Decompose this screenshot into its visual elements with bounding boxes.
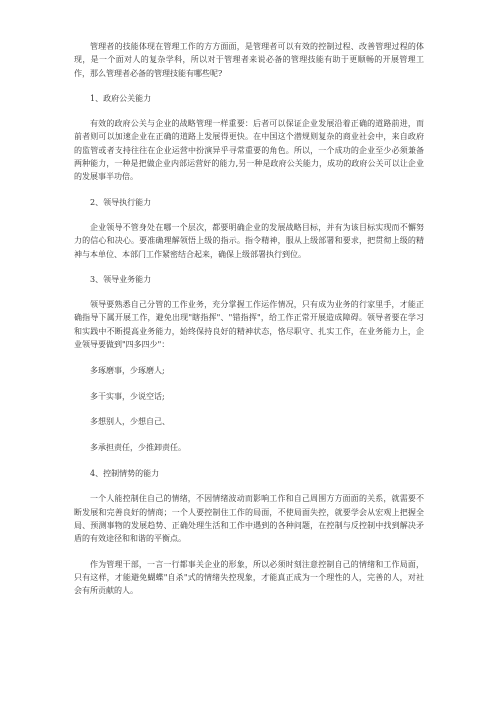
section-4-paragraph-1: 一个人能控制住自己的情绪，不因情绪波动而影响工作和自己周围方方面面的关系，就需要不断发展和完善良好的情商；一个人要控制住工作的局面，不使局面失控，就要学会从宏观上把握全局、预测事物的发展趋势、正确处理生活和工作中遇到的各种问题，在控制与反控制中找到解决矛盾的有效途径和和谐的平衡点。	[74, 494, 424, 544]
section-heading-4: 4、控制情势的能力	[90, 469, 160, 479]
section-3-paragraph: 领导要熟悉自己分管的工作业务，充分掌握工作运作情况，只有成为业务的行家里手，才能正确指导下属开展工作，避免出现"瞎指挥"、"错指挥"，给工作正常开展造成障碍。领导者要在学习和实践中不断提高业务能力，始终保持良好的精神状态，恪尽职守、扎实工作，在业务能力上，企业领导要做到"四多四少"：	[74, 300, 424, 350]
slogan-item: 多承担责任，少推卸责任。	[90, 443, 186, 453]
section-heading-2: 2、领导执行能力	[90, 197, 152, 207]
section-1-paragraph: 有效的政府公关与企业的战略管理一样重要：后者可以保证企业发展沿着正确的道路前进，而前者则可以加速企业在正确的道路上发展得更快。在中国这个潜规则复杂的商业社会中，来自政府的监管或者支持往往在企业运营中扮演异乎寻常重要的角色。所以，一个成功的企业至少必须兼备两种能力，一种是把做企业内部运营好的能力,另一种是政府公关能力，成功的政府公关可以让企业的发展事半功倍。	[74, 119, 424, 182]
section-4-paragraph-2: 作为管理干部，一言一行都事关企业的形象，所以必须时刻注意控制自己的情绪和工作局面，只有这样，才能避免蝴蝶"自杀"式的情绪失控现象，才能真正成为一个理性的人，完善的人，对社会有所贡献的人。	[74, 559, 424, 596]
slogan-item: 多琢磨事，少琢磨人;	[90, 365, 165, 375]
intro-paragraph: 管理者的技能体现在管理工作的方方面面，是管理者可以有效的控制过程、改善管理过程的体现，是一个面对人的复杂学科，所以对于管理者来说必备的管理技能有助于更顺畅的开展管理工作，那么管理者必备的管理技能有哪些呢?	[74, 42, 424, 78]
slogan-item: 多干实事，少说空话;	[90, 391, 165, 401]
section-2-paragraph: 企业领导不管身处在哪一个层次，都要明确企业的发展战略目标，并有为该目标实现而不懈努力的信心和决心。要准确理解领悟上级的指示。指令精神，服从上级部署和要求，把贯彻上级的精神与本单位、本部门工作紧密结合起来，确保上级部署执行到位。	[74, 222, 424, 259]
section-heading-1: 1、政府公关能力	[90, 93, 152, 103]
slogan-item: 多想别人，少想自己、	[90, 417, 170, 427]
document-body	[74, 40, 424, 597]
section-heading-3: 3、领导业务能力	[90, 274, 152, 284]
